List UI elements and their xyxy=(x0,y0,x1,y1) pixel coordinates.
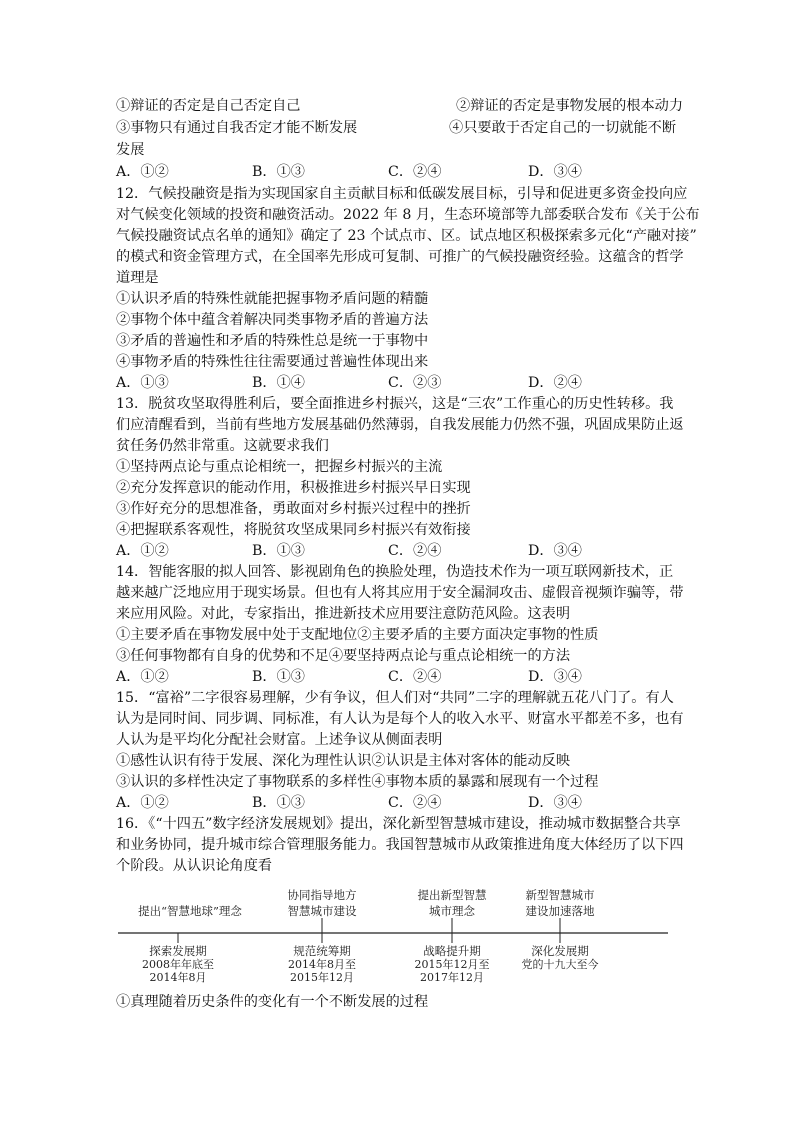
q13-line: 13．脱贫攻坚取得胜利后，要全面推进乡村振兴，这是“三农”工作重心的历史性转移。我 xyxy=(116,396,674,412)
q15-statement: ①感性认识有待于发展、深化为理性认识②认识是主体对客体的能动反映 xyxy=(116,753,571,769)
timeline-top-label: 提出新型智慧 xyxy=(417,888,487,902)
timeline-top-label: 新型智慧城市 xyxy=(525,888,595,902)
q12-statement: ④事物矛盾的特殊性往往需要通过普遍性体现出来 xyxy=(116,354,429,370)
q12-line: 气候投融资试点名单的通知》确定了 23 个试点市、区。试点地区积极探索多元化“产融对接” xyxy=(116,228,697,244)
q14-line: 越来越广泛地应用于现实场景。但也有人将其应用于安全漏洞攻击、虚假音视频诈骗等，带 xyxy=(116,585,684,601)
q13-statement: ③作好充分的思想准备，勇敢面对乡村振兴过程中的挫折 xyxy=(116,501,471,517)
q14-option-a: A．①② xyxy=(116,669,169,685)
q13-statement: ②充分发挥意识的能动作用，积极推进乡村振兴早日实现 xyxy=(116,480,471,496)
timeline-top-label: 协同指导地方 xyxy=(287,888,357,902)
timeline-stage-date: 2008年年底至 xyxy=(142,958,214,971)
timeline-stage-date: 2014年8月至 xyxy=(288,958,356,971)
q13-option-b: B．①③ xyxy=(252,543,305,559)
q11-option-b: B．①③ xyxy=(252,164,305,180)
q13-option-a: A．①② xyxy=(116,543,169,559)
q11-statement-4-cont: 发展 xyxy=(116,142,145,158)
q12-line: 对气候变化领域的投资和融资活动。2022 年 8 月，生态环境部等九部委联合发布《关于公布 xyxy=(116,207,700,223)
q12-line: 道理是 xyxy=(116,270,159,286)
q13-statement: ④把握联系客观性，将脱贫攻坚成果同乡村振兴有效衔接 xyxy=(116,522,471,538)
q12-statement: ①认识矛盾的特殊性就能把握事物矛盾问题的精髓 xyxy=(116,291,429,307)
q15-option-d: D．③④ xyxy=(528,795,582,811)
q16-statement: ①真理随着历史条件的变化有一个不断发展的过程 xyxy=(116,994,429,1010)
q16-line: 个阶段。从认识论角度看 xyxy=(116,858,273,874)
timeline-stage-name: 探索发展期 xyxy=(149,944,207,958)
q12-statement: ②事物个体中蕴含着解决同类事物矛盾的普遍方法 xyxy=(116,312,429,328)
q16-line: 和业务协同，提升城市综合管理服务能力。我国智慧城市从政策推进角度大体经历了以下四 xyxy=(116,837,684,853)
q12-statement: ③矛盾的普遍性和矛盾的特殊性总是统一于事物中 xyxy=(116,333,429,349)
q13-statement: ①坚持两点论与重点论相统一，把握乡村振兴的主流 xyxy=(116,459,443,475)
timeline-stage-name: 深化发展期 xyxy=(531,944,589,958)
q14-option-b: B．①③ xyxy=(252,669,305,685)
q11-statement-4: ④只要敢于否定自己的一切就能不断 xyxy=(449,120,677,136)
q15-line: 15．“富裕”二字很容易理解，少有争议，但人们对“共同”二字的理解就五花八门了。有人 xyxy=(116,690,674,706)
q11-statement-3: ③事物只有通过自我否定才能不断发展 xyxy=(116,120,358,136)
q11-statement-1: ①辩证的否定是自己否定自己 xyxy=(116,98,301,114)
q12-option-d: D．②④ xyxy=(528,375,582,391)
q15-option-a: A．①② xyxy=(116,795,169,811)
q13-option-d: D．③④ xyxy=(528,543,582,559)
timeline-stage-date: 2017年12月 xyxy=(420,971,484,984)
timeline-top-label: 提出“智慧地球”理念 xyxy=(138,904,242,918)
q14-option-c: C．②④ xyxy=(388,669,442,685)
timeline-top-label: 建设加速落地 xyxy=(525,904,595,918)
q11-option-c: C．②④ xyxy=(388,164,442,180)
q13-option-c: C．②④ xyxy=(388,543,442,559)
q15-option-b: B．①③ xyxy=(252,795,305,811)
timeline-stage-date: 2014年8月 xyxy=(149,971,207,984)
q11-option-a: A．①② xyxy=(116,164,169,180)
q13-line: 贫任务仍然非常重。这就要求我们 xyxy=(116,438,329,454)
q11-statement-2: ②辩证的否定是事物发展的根本动力 xyxy=(456,98,684,114)
q15-line: 认为是同时间、同步调、同标准，有人认为是每个人的收入水平、财富水平都差不多，也有 xyxy=(116,711,684,727)
timeline-stage-date: 党的十九大至今 xyxy=(521,958,599,971)
q14-line: 来应用风险。对此，专家指出，推进新技术应用要注意防范风险。这表明 xyxy=(116,606,571,622)
timeline-stage-date: 2015年12月至 xyxy=(414,958,490,971)
timeline-top-label: 城市理念 xyxy=(429,904,475,918)
q14-statement: ③任何事物都有自身的优势和不足④要坚持两点论与重点论相统一的方法 xyxy=(116,648,571,664)
q11-option-d: D．③④ xyxy=(528,164,582,180)
q14-option-d: D．③④ xyxy=(528,669,582,685)
timeline-top-label: 智慧城市建设 xyxy=(287,904,357,918)
q12-line: 12．气候投融资是指为实现国家自主贡献目标和低碳发展目标，引导和促进更多资金投向应 xyxy=(116,186,688,202)
q14-line: 14．智能客服的拟人回答、影视剧角色的换脸处理，伪造技术作为一项互联网新技术，正 xyxy=(116,564,674,580)
timeline-stage-date: 2015年12月 xyxy=(290,971,354,984)
timeline-stage-name: 规范统筹期 xyxy=(293,944,351,958)
q12-option-a: A．①③ xyxy=(116,375,169,391)
q16-line: 16．《“十四五”数字经济发展规划》提出，深化新型智慧城市建设，推动城市数据整合共享 xyxy=(116,816,681,832)
q12-option-c: C．②③ xyxy=(388,375,442,391)
q14-statement: ①主要矛盾在事物发展中处于支配地位②主要矛盾的主要方面决定事物的性质 xyxy=(116,627,599,643)
timeline-stage-name: 战略提升期 xyxy=(423,944,481,958)
q15-statement: ③认识的多样性决定了事物联系的多样性④事物本质的暴露和展现有一个过程 xyxy=(116,774,599,790)
q13-line: 们应清醒看到，当前有些地方发展基础仍然薄弱，自我发展能力仍然不强，巩固成果防止返 xyxy=(116,417,684,433)
q12-line: 的模式和资金管理方式，在全国率先形成可复制、可推广的气候投融资经验。这蕴含的哲学 xyxy=(116,249,684,265)
q12-option-b: B．①④ xyxy=(252,375,305,391)
q15-line: 人认为是平均化分配社会财富。上述争议从侧面表明 xyxy=(116,732,443,748)
q15-option-c: C．②④ xyxy=(388,795,442,811)
